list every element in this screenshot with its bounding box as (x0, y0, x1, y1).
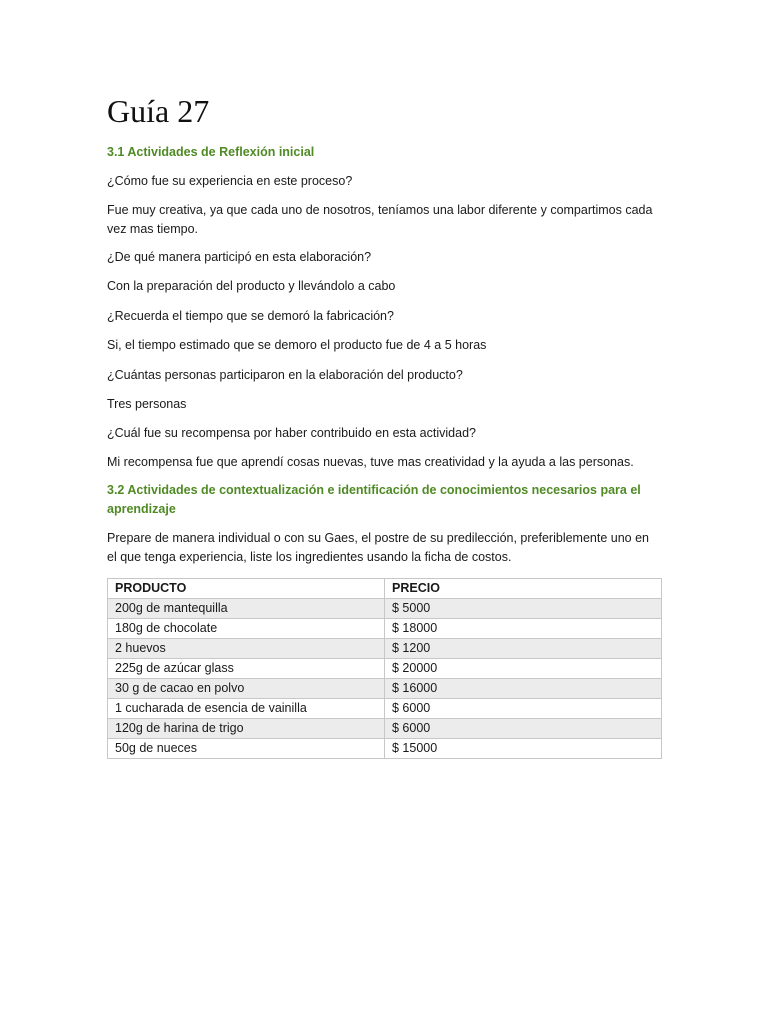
product-cell: 180g de chocolate (108, 619, 385, 639)
price-cell: $ 15000 (385, 739, 662, 759)
price-cell: $ 20000 (385, 659, 662, 679)
answer-tiempo: Si, el tiempo estimado que se demoro el producto fue de 4 a 5 horas (107, 338, 487, 352)
price-cell: $ 5000 (385, 599, 662, 619)
answer-experiencia: Fue muy creativa, ya que cada uno de nosotros, teníamos una labor diferente y compartimos cada vez mas tiempo. (107, 203, 653, 236)
table-row (108, 659, 662, 679)
product-cell: 30 g de cacao en polvo (108, 679, 385, 699)
question-experiencia: ¿Cómo fue su experiencia en este proceso? (107, 174, 353, 188)
price-cell: $ 6000 (385, 699, 662, 719)
product-cell: 200g de mantequilla (108, 599, 385, 619)
header-producto: PRODUCTO (108, 579, 385, 599)
price-cell: $ 16000 (385, 679, 662, 699)
answer-recompensa: Mi recompensa fue que aprendí cosas nuevas, tuve mas creatividad y la ayuda a las personas. (107, 455, 634, 469)
table-row (108, 599, 662, 619)
product-cell: 225g de azúcar glass (108, 659, 385, 679)
table-row (108, 739, 662, 759)
price-cell: $ 1200 (385, 639, 662, 659)
table-row (108, 699, 662, 719)
table-header-row (108, 579, 662, 599)
table-row (108, 719, 662, 739)
table-row (108, 619, 662, 639)
cost-table (107, 578, 662, 759)
price-cell: $ 18000 (385, 619, 662, 639)
section-heading-contextualizacion: 3.2 Actividades de contextualización e identificación de conocimientos necesarios para el aprendizaje (107, 483, 641, 516)
product-cell: 1 cucharada de esencia de vainilla (108, 699, 385, 719)
table-row (108, 679, 662, 699)
answer-personas: Tres personas (107, 397, 187, 411)
question-tiempo: ¿Recuerda el tiempo que se demoró la fabricación? (107, 309, 394, 323)
product-cell: 2 huevos (108, 639, 385, 659)
instruction-text: Prepare de manera individual o con su Gaes, el postre de su predilección, preferiblemente uno en el que tenga experiencia, liste los ingredientes usando la ficha de costos. (107, 531, 649, 564)
answer-participacion: Con la preparación del producto y llevándolo a cabo (107, 279, 396, 293)
price-cell: $ 6000 (385, 719, 662, 739)
page-title: Guía 27 (107, 93, 210, 129)
product-cell: 50g de nueces (108, 739, 385, 759)
question-personas: ¿Cuántas personas participaron en la elaboración del producto? (107, 368, 463, 382)
section-heading-reflexion: 3.1 Actividades de Reflexión inicial (107, 145, 315, 159)
table-row (108, 639, 662, 659)
question-recompensa: ¿Cuál fue su recompensa por haber contribuido en esta actividad? (107, 426, 476, 440)
product-cell: 120g de harina de trigo (108, 719, 385, 739)
question-participacion: ¿De qué manera participó en esta elaboración? (107, 250, 372, 264)
header-precio: PRECIO (385, 579, 662, 599)
